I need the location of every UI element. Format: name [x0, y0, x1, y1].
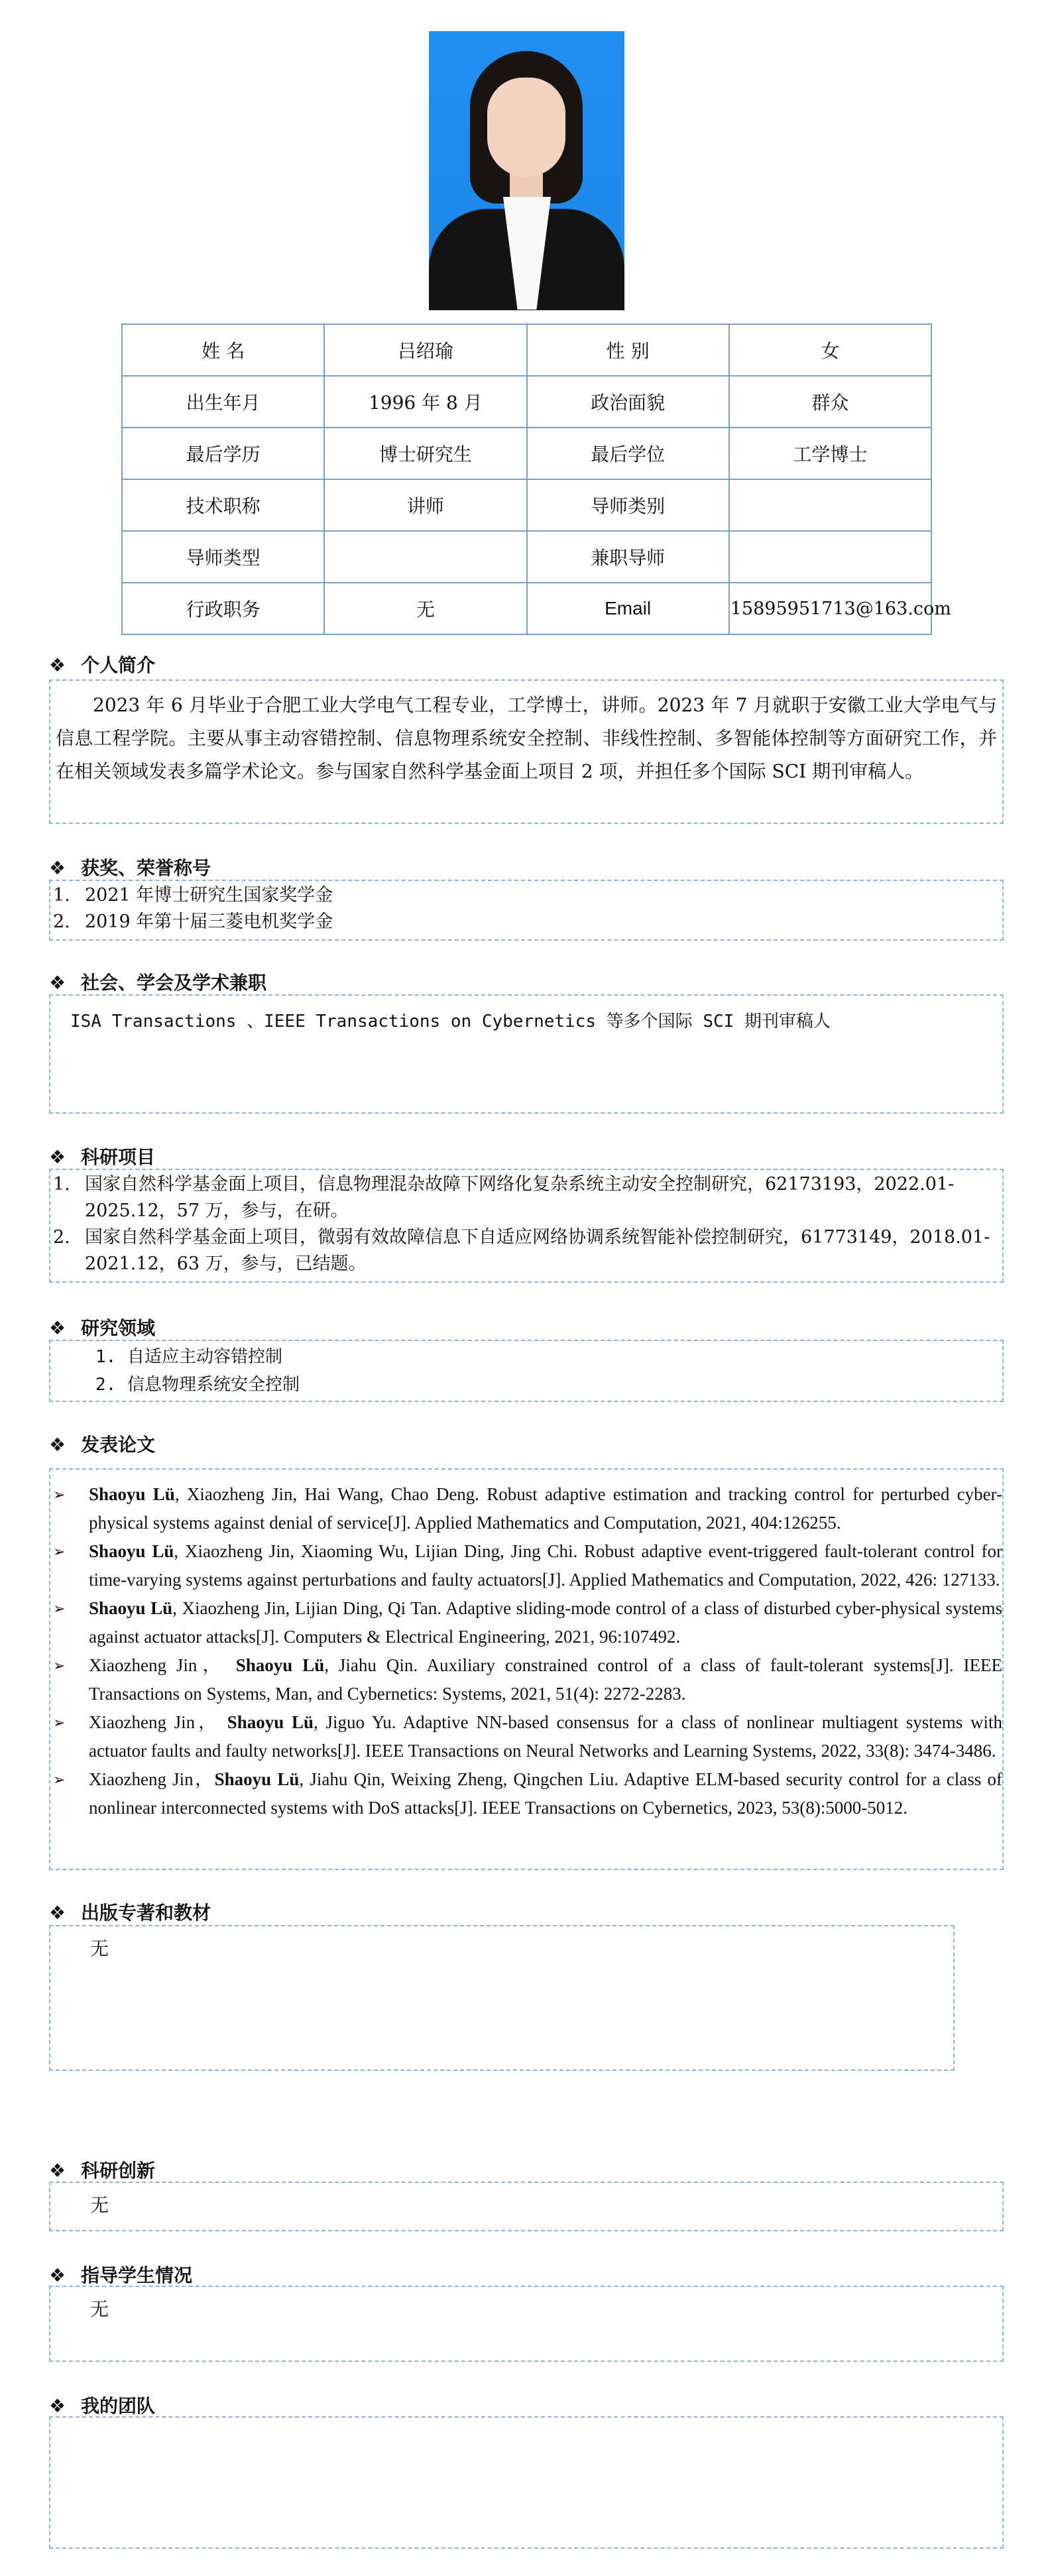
publication-item: ➢ Xiaozheng Jin，Shaoyu Lü, Jiahu Qin, Weixing Zheng, Qingchen Liu. Adaptive ELM-based security control for a class of nonlinear interconnected systems with DoS attacks[J]. IEEE Transactions on Cybernetics, 2023, 53(8):5000-5012.: [50, 1765, 1002, 1822]
diamond-bullet-icon: ❖: [49, 972, 66, 994]
list-item: 1. 2021 年博士研究生国家奖学金: [53, 885, 333, 906]
label-parttime-supervisor: 兼职导师: [527, 531, 729, 583]
books-heading: ❖ 出版专著和教材: [49, 1902, 211, 1924]
team-box: [49, 2416, 1004, 2549]
arrow-bullet-icon: ➢: [53, 1600, 66, 1617]
list-item: 2. 国家自然科学基金面上项目，微弱有效故障信息下自适应网络协调系统智能补偿控制研究，61773149，2018.01-2021.12，63 万，参与，已结题。: [53, 1227, 990, 1274]
arrow-bullet-icon: ➢: [53, 1771, 66, 1788]
publication-item: ➢ Xiaozheng Jin， Shaoyu Lü, Jiguo Yu. Adaptive NN-based consensus for a class of nonlinear multiagent systems with actuator faults and faulty networks[J]. IEEE Transactions on Neural Networks and Learning Systems, 2022, 33(8): 3474-3486.: [50, 1708, 1002, 1765]
label-birth: 出生年月: [122, 376, 324, 428]
innovation-box: [49, 2182, 1004, 2231]
innovation-text: 无: [90, 2194, 109, 2216]
list-item: 1. 国家自然科学基金面上项目，信息物理混杂故障下网络化复杂系统主动安全控制研究，62173193，2022.01-2025.12，57 万，参与，在研。: [53, 1174, 955, 1221]
diamond-bullet-icon: ❖: [49, 654, 66, 676]
table-row: [122, 479, 931, 531]
social-text: ISA Transactions 、IEEE Transactions on Cybernetics 等多个国际 SCI 期刊审稿人: [70, 1012, 831, 1031]
profile-photo: [429, 31, 624, 310]
diamond-bullet-icon: ❖: [49, 1317, 66, 1339]
table-row: [122, 583, 931, 634]
label-name: 姓 名: [122, 324, 324, 376]
diamond-bullet-icon: ❖: [49, 2160, 66, 2182]
value-gender: 女: [729, 324, 931, 376]
table-row: [122, 324, 931, 376]
diamond-bullet-icon: ❖: [49, 1146, 66, 1168]
social-box: [49, 994, 1004, 1114]
arrow-bullet-icon: ➢: [53, 1486, 66, 1503]
table-row: [122, 428, 931, 479]
value-supervisor-category: [729, 479, 931, 531]
intro-box: [49, 679, 1004, 824]
research-heading: ❖ 研究领域: [49, 1317, 156, 1339]
label-supervisor-type: 导师类型: [122, 531, 324, 583]
students-box: [49, 2286, 1004, 2362]
table-row: [122, 531, 931, 583]
social-heading: ❖ 社会、学会及学术兼职: [49, 972, 267, 994]
awards-heading: ❖ 获奖、荣誉称号: [49, 857, 211, 879]
value-birth: 1996 年 8 月: [324, 376, 526, 428]
projects-box: [49, 1169, 1004, 1283]
books-text: 无: [90, 1938, 109, 1960]
list-item: 2. 2019 年第十届三菱电机奖学金: [53, 911, 333, 932]
value-title: 讲师: [324, 479, 526, 531]
list-item: 1. 自适应主动容错控制: [95, 1347, 283, 1367]
list-item: 2. 信息物理系统安全控制: [95, 1375, 300, 1395]
diamond-bullet-icon: ❖: [49, 2264, 66, 2286]
value-education: 博士研究生: [324, 428, 526, 479]
value-political: 群众: [729, 376, 931, 428]
label-political: 政治面貌: [527, 376, 729, 428]
innovation-heading: ❖ 科研创新: [49, 2160, 156, 2182]
label-admin-position: 行政职务: [122, 583, 324, 634]
pubs-box: [49, 1468, 1004, 1870]
publication-item: ➢ Shaoyu Lü, Xiaozheng Jin, Lijian Ding, Qi Tan. Adaptive sliding-mode control of a class of disturbed cyber-physical systems against actuator attacks[J]. Computers & Electrical Engineering, 2021, 96:107492.: [50, 1594, 1002, 1651]
label-degree: 最后学位: [527, 428, 729, 479]
publication-item: ➢ Shaoyu Lü, Xiaozheng Jin, Xiaoming Wu, Lijian Ding, Jing Chi. Robust adaptive event-triggered fault-tolerant control for time-varying systems against perturbations and faulty actuators[J]. Applied Mathematics and Computation, 2022, 426: 127133.: [50, 1537, 1002, 1594]
publication-item: ➢ Xiaozheng Jin， Shaoyu Lü, Jiahu Qin. Auxiliary constrained control of a class of fault-tolerant systems[J]. IEEE Transactions on Systems, Man, and Cybernetics: Systems, 2021, 51(4): 2272-2283.: [50, 1651, 1002, 1708]
diamond-bullet-icon: ❖: [49, 1434, 66, 1456]
value-name: 吕绍瑜: [324, 324, 526, 376]
books-box: [49, 1925, 955, 2071]
profile-table: [121, 323, 951, 635]
team-heading: ❖ 我的团队: [49, 2395, 156, 2417]
label-gender: 性 别: [527, 324, 729, 376]
value-parttime-supervisor: [729, 531, 931, 583]
label-supervisor-category: 导师类别: [527, 479, 729, 531]
value-degree: 工学博士: [729, 428, 931, 479]
awards-box: [49, 880, 1004, 941]
diamond-bullet-icon: ❖: [49, 857, 66, 879]
arrow-bullet-icon: ➢: [53, 1714, 66, 1731]
intro-text: 2023 年 6 月毕业于合肥工业大学电气工程专业，工学博士，讲师。2023 年 7 月就职于安徽工业大学电气与信息工程学院。主要从事主动容错控制、信息物理系统安全控制、非线性控制、多智能体控制等方面研究工作，并在相关领域发表多篇学术论文。参与国家自然科学基金面上项目 2 项，并担任多个国际 SCI 期刊审稿人。: [56, 694, 997, 782]
pubs-heading: ❖ 发表论文: [49, 1434, 156, 1456]
publication-item: ➢ Shaoyu Lü, Xiaozheng Jin, Hai Wang, Chao Deng. Robust adaptive estimation and tracking control for perturbed cyber-physical systems against denial of service[J]. Applied Mathematics and Computation, 2021, 404:126255.: [50, 1480, 1002, 1537]
label-education: 最后学历: [122, 428, 324, 479]
research-box: [49, 1340, 1004, 1402]
table-row: [122, 376, 931, 428]
value-admin-position: 无: [324, 583, 526, 634]
projects-heading: ❖ 科研项目: [49, 1146, 156, 1168]
diamond-bullet-icon: ❖: [49, 2395, 66, 2417]
diamond-bullet-icon: ❖: [49, 1902, 66, 1924]
intro-heading: ❖ 个人简介: [49, 654, 156, 676]
label-email: Email: [527, 583, 729, 634]
arrow-bullet-icon: ➢: [53, 1657, 66, 1674]
students-text: 无: [90, 2298, 109, 2320]
label-title: 技术职称: [122, 479, 324, 531]
value-email: 15895951713@163.com: [729, 583, 931, 634]
value-supervisor-type: [324, 531, 526, 583]
students-heading: ❖ 指导学生情况: [49, 2264, 193, 2286]
arrow-bullet-icon: ➢: [53, 1543, 66, 1560]
